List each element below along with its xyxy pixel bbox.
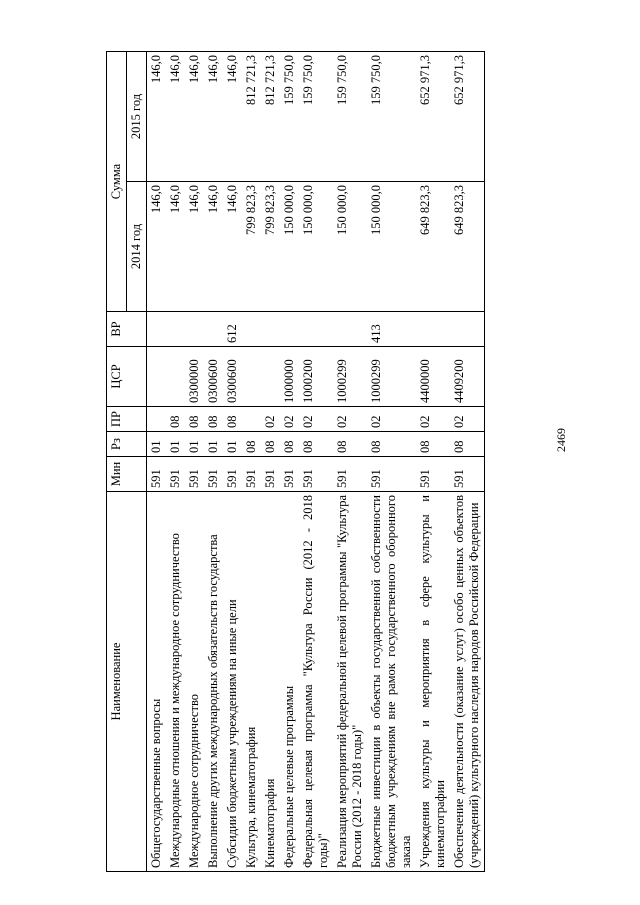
header-rz: Рз — [107, 432, 147, 457]
row-min: 591 — [242, 457, 261, 492]
row-csr: 1000299 — [333, 347, 367, 407]
row-min: 591 — [204, 457, 223, 492]
row-name: Культура, кинематография — [242, 492, 261, 872]
row-2015: 146,0 — [185, 52, 204, 182]
row-vr — [299, 312, 333, 347]
row-name: Бюджетные инвестиции в объекты государственной собственности бюджетным учреждениям вне рамок государственного оборонного заказа — [367, 492, 416, 872]
row-name: Федеральные целевые программы — [280, 492, 299, 872]
row-2014: 146,0 — [185, 182, 204, 312]
row-pr — [147, 407, 167, 432]
row-pr: 08 — [166, 407, 185, 432]
row-pr: 08 — [223, 407, 242, 432]
row-pr: 02 — [416, 407, 450, 432]
row-csr: 1000000 — [280, 347, 299, 407]
row-csr — [242, 347, 261, 407]
row-2014: 649 823,3 — [450, 182, 485, 312]
table-row — [204, 52, 223, 872]
row-min: 591 — [166, 457, 185, 492]
table-row — [261, 52, 280, 872]
row-csr: 4409200 — [450, 347, 485, 407]
header-min: Мин — [107, 457, 147, 492]
header-name: Наименование — [107, 492, 147, 872]
row-2014: 146,0 — [204, 182, 223, 312]
page-number: 2469 — [554, 428, 568, 452]
row-csr — [261, 347, 280, 407]
row-2015: 146,0 — [204, 52, 223, 182]
row-csr — [147, 347, 167, 407]
row-min: 591 — [185, 457, 204, 492]
row-rz: 08 — [299, 432, 333, 457]
row-name: Учреждения культуры и мероприятия в сфере культуры и кинематографии — [416, 492, 450, 872]
row-name: Кинематография — [261, 492, 280, 872]
row-2015: 159 750,0 — [367, 52, 416, 182]
row-pr: 08 — [185, 407, 204, 432]
row-name: Обеспечение деятельности (оказание услуг) особо ценных объектов (учреждений) культурного наследия народов Российской Федерации — [450, 492, 485, 872]
row-2015: 146,0 — [223, 52, 242, 182]
row-csr: 0300600 — [204, 347, 223, 407]
row-name: Международное сотрудничество — [185, 492, 204, 872]
row-min: 591 — [223, 457, 242, 492]
row-rz: 01 — [204, 432, 223, 457]
row-2014: 799 823,3 — [261, 182, 280, 312]
row-csr — [166, 347, 185, 407]
header-sum: Сумма — [107, 52, 127, 312]
row-min: 591 — [299, 457, 333, 492]
row-rz: 01 — [185, 432, 204, 457]
row-vr — [450, 312, 485, 347]
table-row — [416, 52, 450, 872]
row-vr — [333, 312, 367, 347]
row-vr: 612 — [223, 312, 242, 347]
row-name: Выполнение других международных обязательств государства — [204, 492, 223, 872]
header-vr: ВР — [107, 312, 147, 347]
row-csr: 0300000 — [185, 347, 204, 407]
header-2015: 2015 год — [127, 52, 147, 182]
row-2015: 652 971,3 — [450, 52, 485, 182]
row-rz: 01 — [223, 432, 242, 457]
row-2014: 150 000,0 — [367, 182, 416, 312]
row-vr — [147, 312, 167, 347]
row-name: Федеральная целевая программа "Культура России (2012 - 2018 годы)" — [299, 492, 333, 872]
table-body — [147, 52, 485, 872]
row-rz: 08 — [416, 432, 450, 457]
row-rz: 08 — [333, 432, 367, 457]
table-row — [280, 52, 299, 872]
row-rz: 01 — [147, 432, 167, 457]
row-2014: 146,0 — [147, 182, 167, 312]
row-2014: 146,0 — [223, 182, 242, 312]
budget-table — [106, 51, 485, 872]
row-rz: 08 — [261, 432, 280, 457]
row-2014: 150 000,0 — [333, 182, 367, 312]
row-csr: 4400000 — [416, 347, 450, 407]
table-row — [242, 52, 261, 872]
row-2015: 812 721,3 — [261, 52, 280, 182]
row-name: Субсидии бюджетным учреждениям на иные цели — [223, 492, 242, 872]
row-csr: 1000200 — [299, 347, 333, 407]
header-csr: ЦСР — [107, 347, 147, 407]
row-2015: 146,0 — [147, 52, 167, 182]
table-row — [299, 52, 333, 872]
row-min: 591 — [280, 457, 299, 492]
row-2014: 649 823,3 — [416, 182, 450, 312]
row-csr: 0300600 — [223, 347, 242, 407]
row-vr — [204, 312, 223, 347]
row-2015: 652 971,3 — [416, 52, 450, 182]
row-pr: 02 — [280, 407, 299, 432]
row-min: 591 — [416, 457, 450, 492]
row-pr: 02 — [450, 407, 485, 432]
table-row — [147, 52, 167, 872]
row-rz: 08 — [367, 432, 416, 457]
row-min: 591 — [367, 457, 416, 492]
row-2015: 812 721,3 — [242, 52, 261, 182]
row-min: 591 — [261, 457, 280, 492]
row-vr — [242, 312, 261, 347]
row-pr — [242, 407, 261, 432]
row-2015: 159 750,0 — [333, 52, 367, 182]
row-vr — [185, 312, 204, 347]
row-vr — [166, 312, 185, 347]
row-name: Международные отношения и международное сотрудничество — [166, 492, 185, 872]
row-pr: 02 — [299, 407, 333, 432]
row-min: 591 — [333, 457, 367, 492]
row-pr: 08 — [204, 407, 223, 432]
row-vr — [261, 312, 280, 347]
row-csr: 1000299 — [367, 347, 416, 407]
row-2015: 159 750,0 — [299, 52, 333, 182]
table-row — [450, 52, 485, 872]
row-vr — [280, 312, 299, 347]
row-vr: 413 — [367, 312, 416, 347]
header-pr: ПР — [107, 407, 147, 432]
row-2015: 159 750,0 — [280, 52, 299, 182]
row-2014: 799 823,3 — [242, 182, 261, 312]
rotated-page — [106, 52, 574, 872]
row-rz: 08 — [242, 432, 261, 457]
row-name: Реализация мероприятий федеральной целевой программы "Культура России (2012 - 2018 годы)" — [333, 492, 367, 872]
table-row — [367, 52, 416, 872]
row-rz: 01 — [166, 432, 185, 457]
table-row — [185, 52, 204, 872]
table-row — [333, 52, 367, 872]
row-pr: 02 — [333, 407, 367, 432]
row-2014: 146,0 — [166, 182, 185, 312]
table-header — [107, 52, 147, 872]
row-2014: 150 000,0 — [280, 182, 299, 312]
row-2014: 150 000,0 — [299, 182, 333, 312]
row-min: 591 — [450, 457, 485, 492]
row-pr: 02 — [261, 407, 280, 432]
table-row — [166, 52, 185, 872]
row-vr — [416, 312, 450, 347]
row-rz: 08 — [450, 432, 485, 457]
row-min: 591 — [147, 457, 167, 492]
row-name: Общегосударственные вопросы — [147, 492, 167, 872]
row-2015: 146,0 — [166, 52, 185, 182]
header-2014: 2014 год — [127, 182, 147, 312]
table-row — [223, 52, 242, 872]
row-rz: 08 — [280, 432, 299, 457]
row-pr: 02 — [367, 407, 416, 432]
